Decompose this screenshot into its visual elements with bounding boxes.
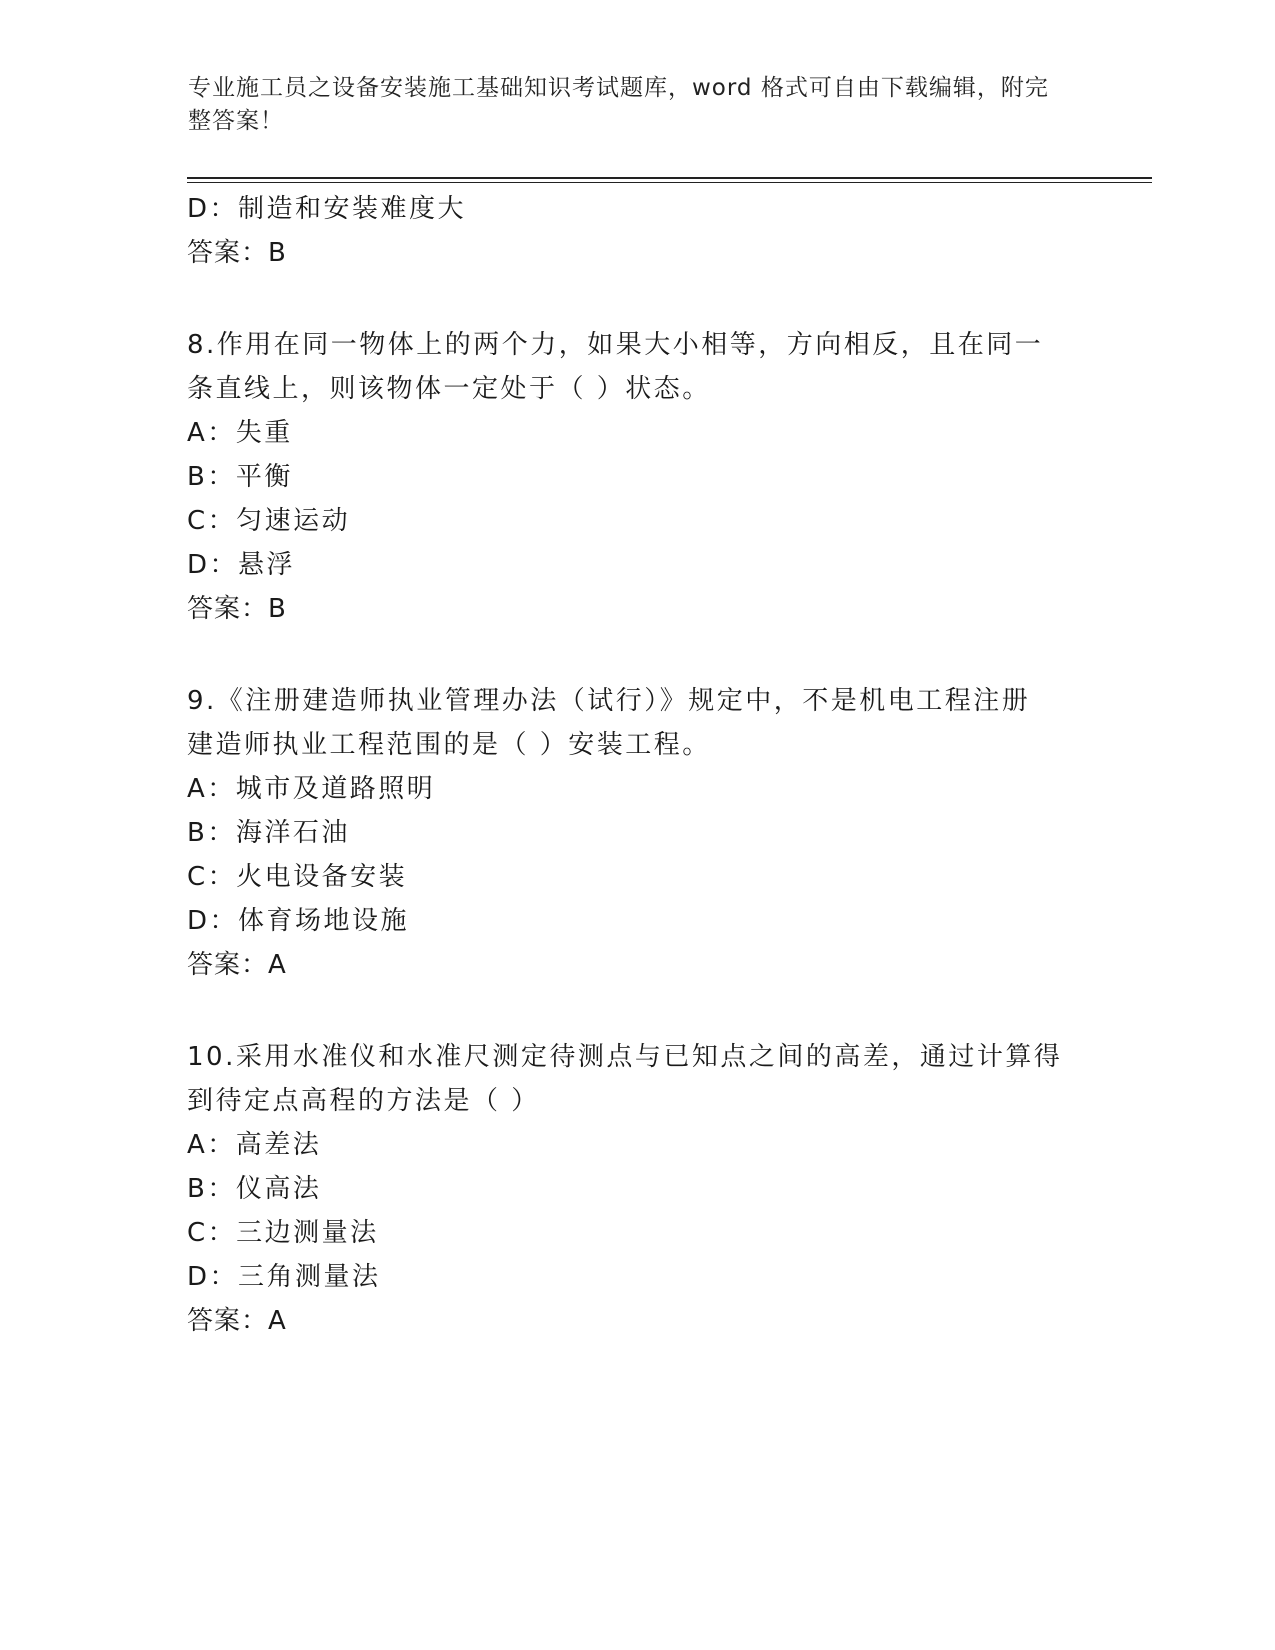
header-line-2: 整答案！: [188, 108, 284, 134]
q9-option-a: A：城市及道路照明: [187, 774, 436, 804]
q9-stem-line-2: 建造师执业工程范围的是（ ）安装工程。: [187, 730, 711, 760]
q9-stem-line-1: 9.《注册建造师执业管理办法（试行）》规定中，不是机电工程注册: [187, 686, 1031, 716]
q10-option-d: D：三角测量法: [187, 1262, 381, 1292]
q8-option-a: A：失重: [187, 418, 293, 448]
q9-option-d: D：体育场地设施: [187, 906, 410, 936]
q10-option-c: C：三边测量法: [187, 1218, 379, 1248]
q7-answer: 答案：B: [187, 238, 287, 268]
q10-option-a: A：高差法: [187, 1130, 322, 1160]
q9-option-c: C：火电设备安装: [187, 862, 408, 892]
q7-option-d: D：制造和安装难度大: [187, 194, 467, 224]
q8-answer: 答案：B: [187, 594, 287, 624]
q9-answer: 答案：A: [187, 950, 287, 980]
header-line-1: 专业施工员之设备安装施工基础知识考试题库，word 格式可自由下载编辑，附完: [188, 75, 1049, 101]
q10-stem-line-2: 到待定点高程的方法是（ ）: [187, 1086, 540, 1116]
q8-stem-line-1: 8.作用在同一物体上的两个力，如果大小相等，方向相反，且在同一: [187, 330, 1044, 360]
document-header: [188, 72, 1068, 138]
q9-option-b: B：海洋石油: [187, 818, 350, 848]
header-divider-thin: [187, 182, 1152, 183]
q8-stem-line-2: 条直线上，则该物体一定处于（ ）状态。: [187, 374, 711, 404]
q8-option-d: D：悬浮: [187, 550, 296, 580]
q8-option-c: C：匀速运动: [187, 506, 351, 536]
q10-option-b: B：仪高法: [187, 1174, 322, 1204]
q8-option-b: B：平衡: [187, 462, 293, 492]
q10-answer: 答案：A: [187, 1306, 287, 1336]
q10-stem-line-1: 10.采用水准仪和水准尺测定待测点与已知点之间的高差，通过计算得: [187, 1042, 1063, 1072]
header-divider-thick: [187, 177, 1152, 179]
